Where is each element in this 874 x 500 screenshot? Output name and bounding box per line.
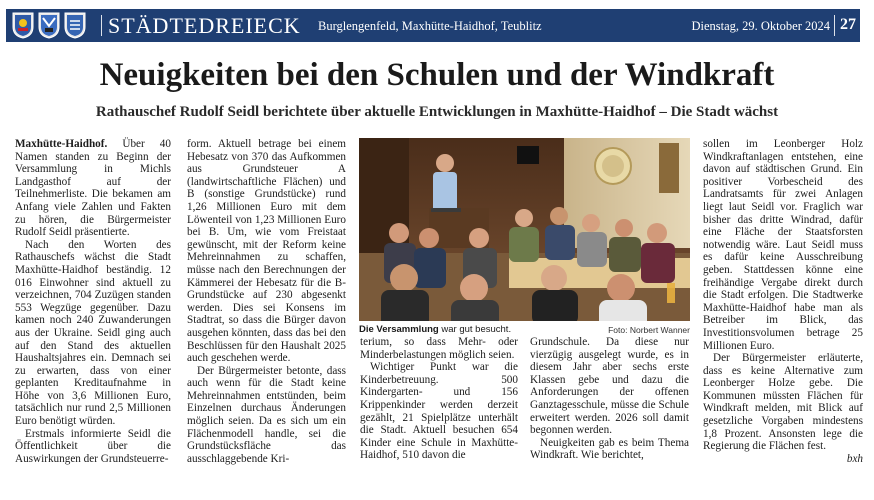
- paragraph: terium, so dass Mehr- oder Minderbelastungen möglich seien.: [360, 336, 518, 361]
- article-column-1: [15, 138, 171, 465]
- caption-bold: Die Versammlung: [359, 324, 439, 335]
- paragraph: Grundschule. Da diese nur vierzügig ausgelegt wurde, es in diesem Jahr aber sechs erste Klassen gebe und dazu die Anforderungen der offenen Ganztagesschule, müsse die Schule erweitert werden. 2026 soll damit begonnen werden.: [530, 336, 689, 437]
- paragraph: Wichtiger Punkt war die Kinderbetreuung. 500 Kindergarten- und 156 Krippenkinder werden derzeit gezählt, 21 Spielplätze unterhält die Stadt. Aktuell besuchen 654 Kinder eine Schule in Maxhütte-Haidhof, 510 davon die: [360, 361, 518, 462]
- paragraph: Neuigkeiten gab es beim Thema Windkraft. Wie berichtet,: [530, 436, 689, 462]
- paragraph: Der Bürgermeister erläuterte, dass es keine Alternative zum Leonberger Holze gebe. Die Kommunen müssten Flächen für Windkraft melden, mit Blick auf gesetzliche Vorgaben mindestens 1,8 Prozent. Ansonsten lege die Regierung die Flächen fest.: [703, 352, 863, 453]
- paragraph: sollen im Leonberger Holz Windkraftanlagen entstehen, eine davon auf städtischen Grund. Ein positiver Vorbescheid des Landratsamts für zwei Anlagen liegt laut Seidl vor. Fraglich war bisher das dritte Windrad, dafür eine Fläche der Staatsforsten notwendig wäre. Laut Seidl muss es dafür keine Ausschreibung geben. Stattdessen könne eine freihändige Vergabe direkt durch die Stadt erfolgen. Die Stadtwerke Maxhütte-Haidhof habe man als Betreiber im Blick, das Investitionsvolumen betrage 25 Millionen Euro.: [703, 138, 863, 352]
- caption-text: war gut besucht.: [438, 324, 512, 335]
- article-column-5: [703, 138, 863, 465]
- coat-of-arms-icon: [64, 12, 86, 39]
- crest-group: [12, 12, 86, 39]
- banner-divider: [834, 15, 835, 36]
- section-banner: [6, 9, 860, 42]
- article-subheadline: Rathauschef Rudolf Seidl berichtete über aktuelle Entwicklungen in Maxhütte-Haidhof – Die Stadt wächst: [95, 104, 779, 120]
- meeting-photo: [359, 138, 690, 321]
- issue-date: Dienstag, 29. Oktober 2024: [691, 19, 830, 33]
- photo-credit: Foto: Norbert Wanner: [608, 325, 690, 335]
- dateline: Maxhütte-Haidhof.: [15, 138, 108, 150]
- paragraph-text: Über 40 Namen standen zu Beginn der Versammlung in Michls Landgasthof auf der Teilnehmerliste. Die bekamen am Anfang viele Zahlen und Fakten zu hören, die Bürgermeister Rudolf Seidl präsentierte.: [15, 138, 171, 239]
- article-column-4: [530, 336, 689, 462]
- page-number: 27: [840, 16, 856, 33]
- paragraph: Erstmals informierte Seidl die Öffentlichkeit über die Auswirkungen der Grundsteuerre-: [15, 427, 171, 465]
- article-photo: [359, 138, 690, 321]
- banner-divider: [101, 15, 102, 36]
- article-column-2: [187, 138, 346, 465]
- paragraph: Nach den Worten des Rathauschefs wächst die Stadt Maxhütte-Haidhof beständig. 12 016 Einwohner sind aktuell zu verzeichnen, 704 Zuzügen standen 553 Wegzüge gegenüber. Dazu kamen noch 240 Zuwanderungen aus der Ukraine. Seidl ging auch auf den Stand des aktuellen Haushaltsjahres ein. Demnach sei zu erwarten, dass von einer geplanten Kreditaufnahme in Höhe von 3,6 Millionen Euro, tatsächlich nur rund 2,5 Millionen Euro benötigt würden.: [15, 238, 171, 428]
- coat-of-arms-icon: [38, 12, 60, 39]
- section-masthead: STÄDTEDREIECK: [108, 13, 301, 38]
- paragraph: [15, 138, 171, 239]
- section-towns: Burglengenfeld, Maxhütte-Haidhof, Teublitz: [318, 19, 542, 33]
- coat-of-arms-icon: [12, 12, 34, 39]
- article-headline: Neuigkeiten bei den Schulen und der Windkraft: [99, 57, 775, 93]
- paragraph: form. Aktuell betrage bei einem Hebesatz von 370 das Aufkommen aus Grundsteuer A (landwirtschaftliche Flächen) und B (sonstige Grundstücke) rund 1,26 Millionen Euro mit dem Löwenteil von 1,23 Millionen Euro bei B. Um, wie vom Freistaat gewünscht, mit der Reform keine Mehreinnahmen zu schaffen, müsse nach den Berechnungen der Kämmerei der Hebesatz für die B-Grundstücke auf 230 abgesenkt werden. Dies sei Konsens im Stadtrat, so dass die Bürger davon ausgehen könnten, dass das bei den Beschlüssen für den Haushalt 2025 auch geschehen werde.: [187, 138, 346, 365]
- photo-caption: [359, 324, 690, 336]
- article-column-3: [360, 336, 518, 462]
- paragraph: Der Bürgermeister betonte, dass auch wenn für die Stadt keine Mehreinnahmen entstünden, beim Einzelnen durchaus Änderungen möglich seien. Da es sich um ein Flächenmodell handle, sei die Grundstücksfläche das ausschlaggebende Kri-: [187, 364, 346, 465]
- author-signature: bxh: [846, 452, 863, 465]
